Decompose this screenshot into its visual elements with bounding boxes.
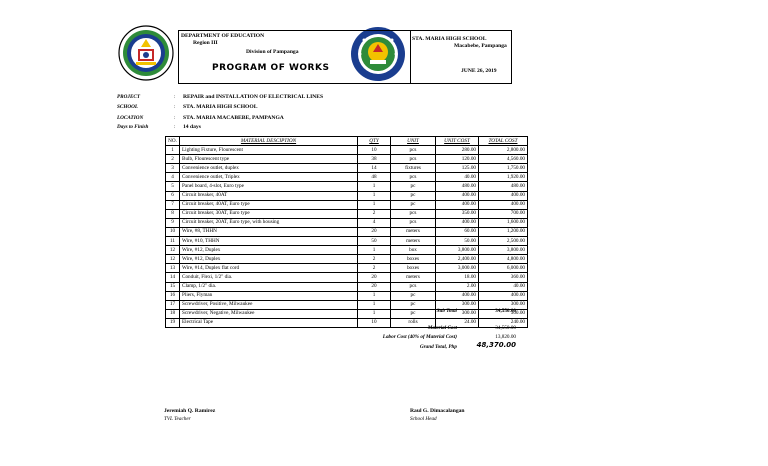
division: Division of Pampanga	[246, 49, 299, 55]
meta-label: Days to Finish	[117, 124, 149, 130]
table-row	[166, 282, 528, 291]
cell-desc: Electrical Tape	[180, 318, 358, 327]
cell-unit-cost: 2,400.00	[436, 255, 479, 264]
cell-desc: Circuit breaker, 40AT, Euro type	[180, 200, 358, 209]
labor-cost-value: 13,820.00	[495, 334, 516, 340]
cell-unit-cost: 24.00	[436, 318, 479, 327]
cell-desc: Wire, #12, Duplex	[180, 255, 358, 264]
meta-colon: :	[174, 104, 176, 110]
cell-total-cost: 4,560.00	[479, 155, 528, 164]
cell-no: 2	[166, 155, 180, 164]
table-row	[166, 227, 528, 236]
cell-no: 9	[166, 218, 180, 227]
cell-unit: meters	[391, 237, 436, 246]
table-row	[166, 218, 528, 227]
table-row	[166, 164, 528, 173]
cell-unit-cost: 350.00	[436, 209, 479, 218]
cell-unit: pc	[391, 291, 436, 300]
cell-total-cost: 700.00	[479, 209, 528, 218]
signatory-title: TVL Teacher	[164, 416, 191, 422]
material-cost-label: Material Cost	[427, 325, 457, 331]
cell-unit: rolls	[391, 318, 436, 327]
col-desc: MATERIAL DESCIPTION	[180, 137, 358, 146]
cell-total-cost: 1,200.00	[479, 227, 528, 236]
subtotal-value: 34,550.00	[495, 308, 516, 314]
meta-colon: :	[174, 124, 176, 130]
cell-desc: Screwdriver, Positive, Milwaukee	[180, 300, 358, 309]
grand-total-value: 48,370.00	[476, 341, 516, 349]
table-row	[166, 255, 528, 264]
meta-colon: :	[174, 115, 176, 121]
table-row	[166, 173, 528, 182]
meta-colon: :	[174, 94, 176, 100]
cell-desc: Circuit breaker, 40AT	[180, 191, 358, 200]
cell-unit-cost: 2.00	[436, 282, 479, 291]
meta-label: PROJECT	[117, 94, 141, 100]
cell-total-cost: 300.00	[479, 300, 528, 309]
cell-qty: 20	[358, 282, 391, 291]
cell-unit-cost: 18.00	[436, 273, 479, 282]
cell-qty: 2	[358, 209, 391, 218]
cell-no: 19	[166, 318, 180, 327]
cell-no: 11	[166, 237, 180, 246]
table-row	[166, 191, 528, 200]
cell-desc: Wire, #8, THHN	[180, 227, 358, 236]
signatory-name: Jeremiah Q. Ramirez	[164, 408, 216, 414]
cell-qty: 4	[358, 218, 391, 227]
cell-unit-cost: 120.00	[436, 155, 479, 164]
cell-no: 16	[166, 291, 180, 300]
cell-unit: pcs	[391, 218, 436, 227]
cell-no: 12	[166, 255, 180, 264]
meta-value: STA. MARIA HIGH SCHOOL	[183, 104, 258, 110]
cell-unit-cost: 480.00	[436, 182, 479, 191]
cell-qty: 20	[358, 227, 391, 236]
cell-unit-cost: 400.00	[436, 191, 479, 200]
table-row	[166, 264, 528, 273]
cell-qty: 1	[358, 246, 391, 255]
cell-unit: pcs	[391, 173, 436, 182]
cell-total-cost: 360.00	[479, 273, 528, 282]
table-row	[166, 182, 528, 191]
cell-qty: 1	[358, 191, 391, 200]
cell-no: 1	[166, 146, 180, 155]
cell-total-cost: 400.00	[479, 200, 528, 209]
cell-qty: 1	[358, 182, 391, 191]
cell-no: 13	[166, 264, 180, 273]
cell-no: 4	[166, 173, 180, 182]
doc-title: PROGRAM OF WORKS	[212, 63, 330, 73]
labor-cost-label: Labor Cost (40% of Material Cost)	[382, 334, 457, 340]
cell-desc: Convenience outlet, duplex	[180, 164, 358, 173]
cell-unit-cost: 3,800.00	[436, 246, 479, 255]
cell-total-cost: 2,800.00	[479, 146, 528, 155]
cell-unit-cost: 300.00	[436, 309, 479, 318]
school-address: Macabebe, Pampanga	[454, 43, 507, 49]
cell-total-cost: 1,600.00	[479, 218, 528, 227]
cell-no: 6	[166, 191, 180, 200]
table-header-row	[166, 137, 528, 146]
cell-desc: Wire, #14, Duplex flat cord	[180, 264, 358, 273]
cell-total-cost: 4,800.00	[479, 255, 528, 264]
cell-unit: pcs	[391, 146, 436, 155]
cell-qty: 1	[358, 291, 391, 300]
cell-desc: Panel board, 4-slot, Euro type	[180, 182, 358, 191]
cell-unit: box	[391, 246, 436, 255]
cell-no: 12	[166, 246, 180, 255]
cell-unit-cost: 50.00	[436, 237, 479, 246]
cell-total-cost: 40.00	[479, 282, 528, 291]
header-divider	[410, 30, 411, 84]
deped-seal-logo	[118, 25, 174, 81]
cell-unit: meters	[391, 273, 436, 282]
cell-unit: pc	[391, 309, 436, 318]
cell-no: 18	[166, 309, 180, 318]
table-row	[166, 209, 528, 218]
school-name-header: STA. MARIA HIGH SCHOOL	[412, 36, 487, 42]
cell-unit: pc	[391, 182, 436, 191]
cell-desc: Convenience outlet, Triplex	[180, 173, 358, 182]
cell-unit: pc	[391, 191, 436, 200]
dept-name: DEPARTMENT OF EDUCATION	[181, 33, 265, 39]
cell-no: 8	[166, 209, 180, 218]
cell-total-cost: 3,800.00	[479, 246, 528, 255]
cell-qty: 10	[358, 146, 391, 155]
col-unit-cost: UNIT COST	[436, 137, 479, 146]
cell-desc: Wire, #10, THHN	[180, 237, 358, 246]
table-row	[166, 146, 528, 155]
table-row	[166, 200, 528, 209]
cell-qty: 1	[358, 200, 391, 209]
cell-no: 3	[166, 164, 180, 173]
cell-unit-cost: 400.00	[436, 200, 479, 209]
signatory-title: School Head	[410, 416, 437, 422]
col-no: NO.	[166, 137, 180, 146]
cell-qty: 20	[358, 273, 391, 282]
doc-date: JUNE 26, 2019	[461, 68, 497, 74]
material-cost-value: 34,550.00	[495, 325, 516, 331]
cell-unit-cost: 300.00	[436, 300, 479, 309]
cell-qty: 1	[358, 300, 391, 309]
meta-label: LOCATION	[117, 115, 144, 121]
cell-qty: 10	[358, 318, 391, 327]
table-row	[166, 291, 528, 300]
cell-no: 15	[166, 282, 180, 291]
meta-value: STA. MARIA MACABEBE, PAMPANGA	[183, 115, 284, 121]
cell-unit-cost: 3,000.00	[436, 264, 479, 273]
cell-unit-cost: 400.00	[436, 218, 479, 227]
cell-unit: boxes	[391, 255, 436, 264]
cell-unit: pc	[391, 300, 436, 309]
cell-unit: pcs	[391, 209, 436, 218]
cell-unit: pc	[391, 200, 436, 209]
cell-no: 10	[166, 227, 180, 236]
cell-desc: Lighting Fixture, Flourescent	[180, 146, 358, 155]
cell-desc: Clamp, 1/2" dia.	[180, 282, 358, 291]
cell-unit: meters	[391, 227, 436, 236]
cell-qty: 38	[358, 155, 391, 164]
cell-no: 7	[166, 200, 180, 209]
cell-no: 5	[166, 182, 180, 191]
cell-no: 17	[166, 300, 180, 309]
materials-table	[165, 136, 528, 328]
cell-total-cost: 1,750.00	[479, 164, 528, 173]
cell-total-cost: 400.00	[479, 191, 528, 200]
cell-unit-cost: 400.00	[436, 291, 479, 300]
cell-qty: 2	[358, 264, 391, 273]
cell-unit-cost: 125.00	[436, 164, 479, 173]
cell-qty: 1	[358, 309, 391, 318]
cell-total-cost: 400.00	[479, 291, 528, 300]
region: Region III	[193, 40, 218, 46]
cell-desc: Circuit breaker, 20AT, Euro type, with housing	[180, 218, 358, 227]
cell-desc: Bulb, Flourescent type	[180, 155, 358, 164]
table-row	[166, 237, 528, 246]
cell-total-cost: 480.00	[479, 182, 528, 191]
cell-total-cost: 6,000.00	[479, 264, 528, 273]
col-unit: UNIT	[391, 137, 436, 146]
grand-total-label: Grand Total, Php	[419, 344, 457, 350]
cell-desc: Circuit breaker, 30AT, Euro type	[180, 209, 358, 218]
meta-label: SCHOOL	[117, 104, 139, 110]
cell-unit: pcs	[391, 155, 436, 164]
subtotal-label: Sub Total	[436, 308, 457, 314]
cell-total-cost: 300.00	[479, 309, 528, 318]
cell-total-cost: 2,500.00	[479, 237, 528, 246]
cell-qty: 2	[358, 255, 391, 264]
col-qty: QTY	[358, 137, 391, 146]
cell-qty: 50	[358, 237, 391, 246]
cell-unit-cost: 40.00	[436, 173, 479, 182]
cell-total-cost: 1,920.00	[479, 173, 528, 182]
cell-unit-cost: 60.00	[436, 227, 479, 236]
cell-unit: pcs	[391, 282, 436, 291]
table-row	[166, 246, 528, 255]
cell-desc: Screwdriver, Negative, Milwaukee	[180, 309, 358, 318]
table-row	[166, 273, 528, 282]
cell-unit: fixtures	[391, 164, 436, 173]
cell-qty: 48	[358, 173, 391, 182]
cell-desc: Conduit, Flexi, 1/2" dia.	[180, 273, 358, 282]
signatory-name: Raul G. Dimacalangan	[410, 408, 465, 414]
cell-total-cost: 240.00	[479, 318, 528, 327]
meta-value: 14 days	[183, 124, 201, 130]
cell-unit: boxes	[391, 264, 436, 273]
cell-qty: 14	[358, 164, 391, 173]
cell-desc: Wire, #12, Duplex	[180, 246, 358, 255]
cell-unit-cost: 280.00	[436, 146, 479, 155]
cell-no: 14	[166, 273, 180, 282]
col-total-cost: TOTAL COST	[479, 137, 528, 146]
meta-value: REPAIR and INSTALLATION OF ELECTRICAL LINES	[183, 94, 324, 100]
table-row	[166, 155, 528, 164]
cell-desc: Pliers, Flyman	[180, 291, 358, 300]
